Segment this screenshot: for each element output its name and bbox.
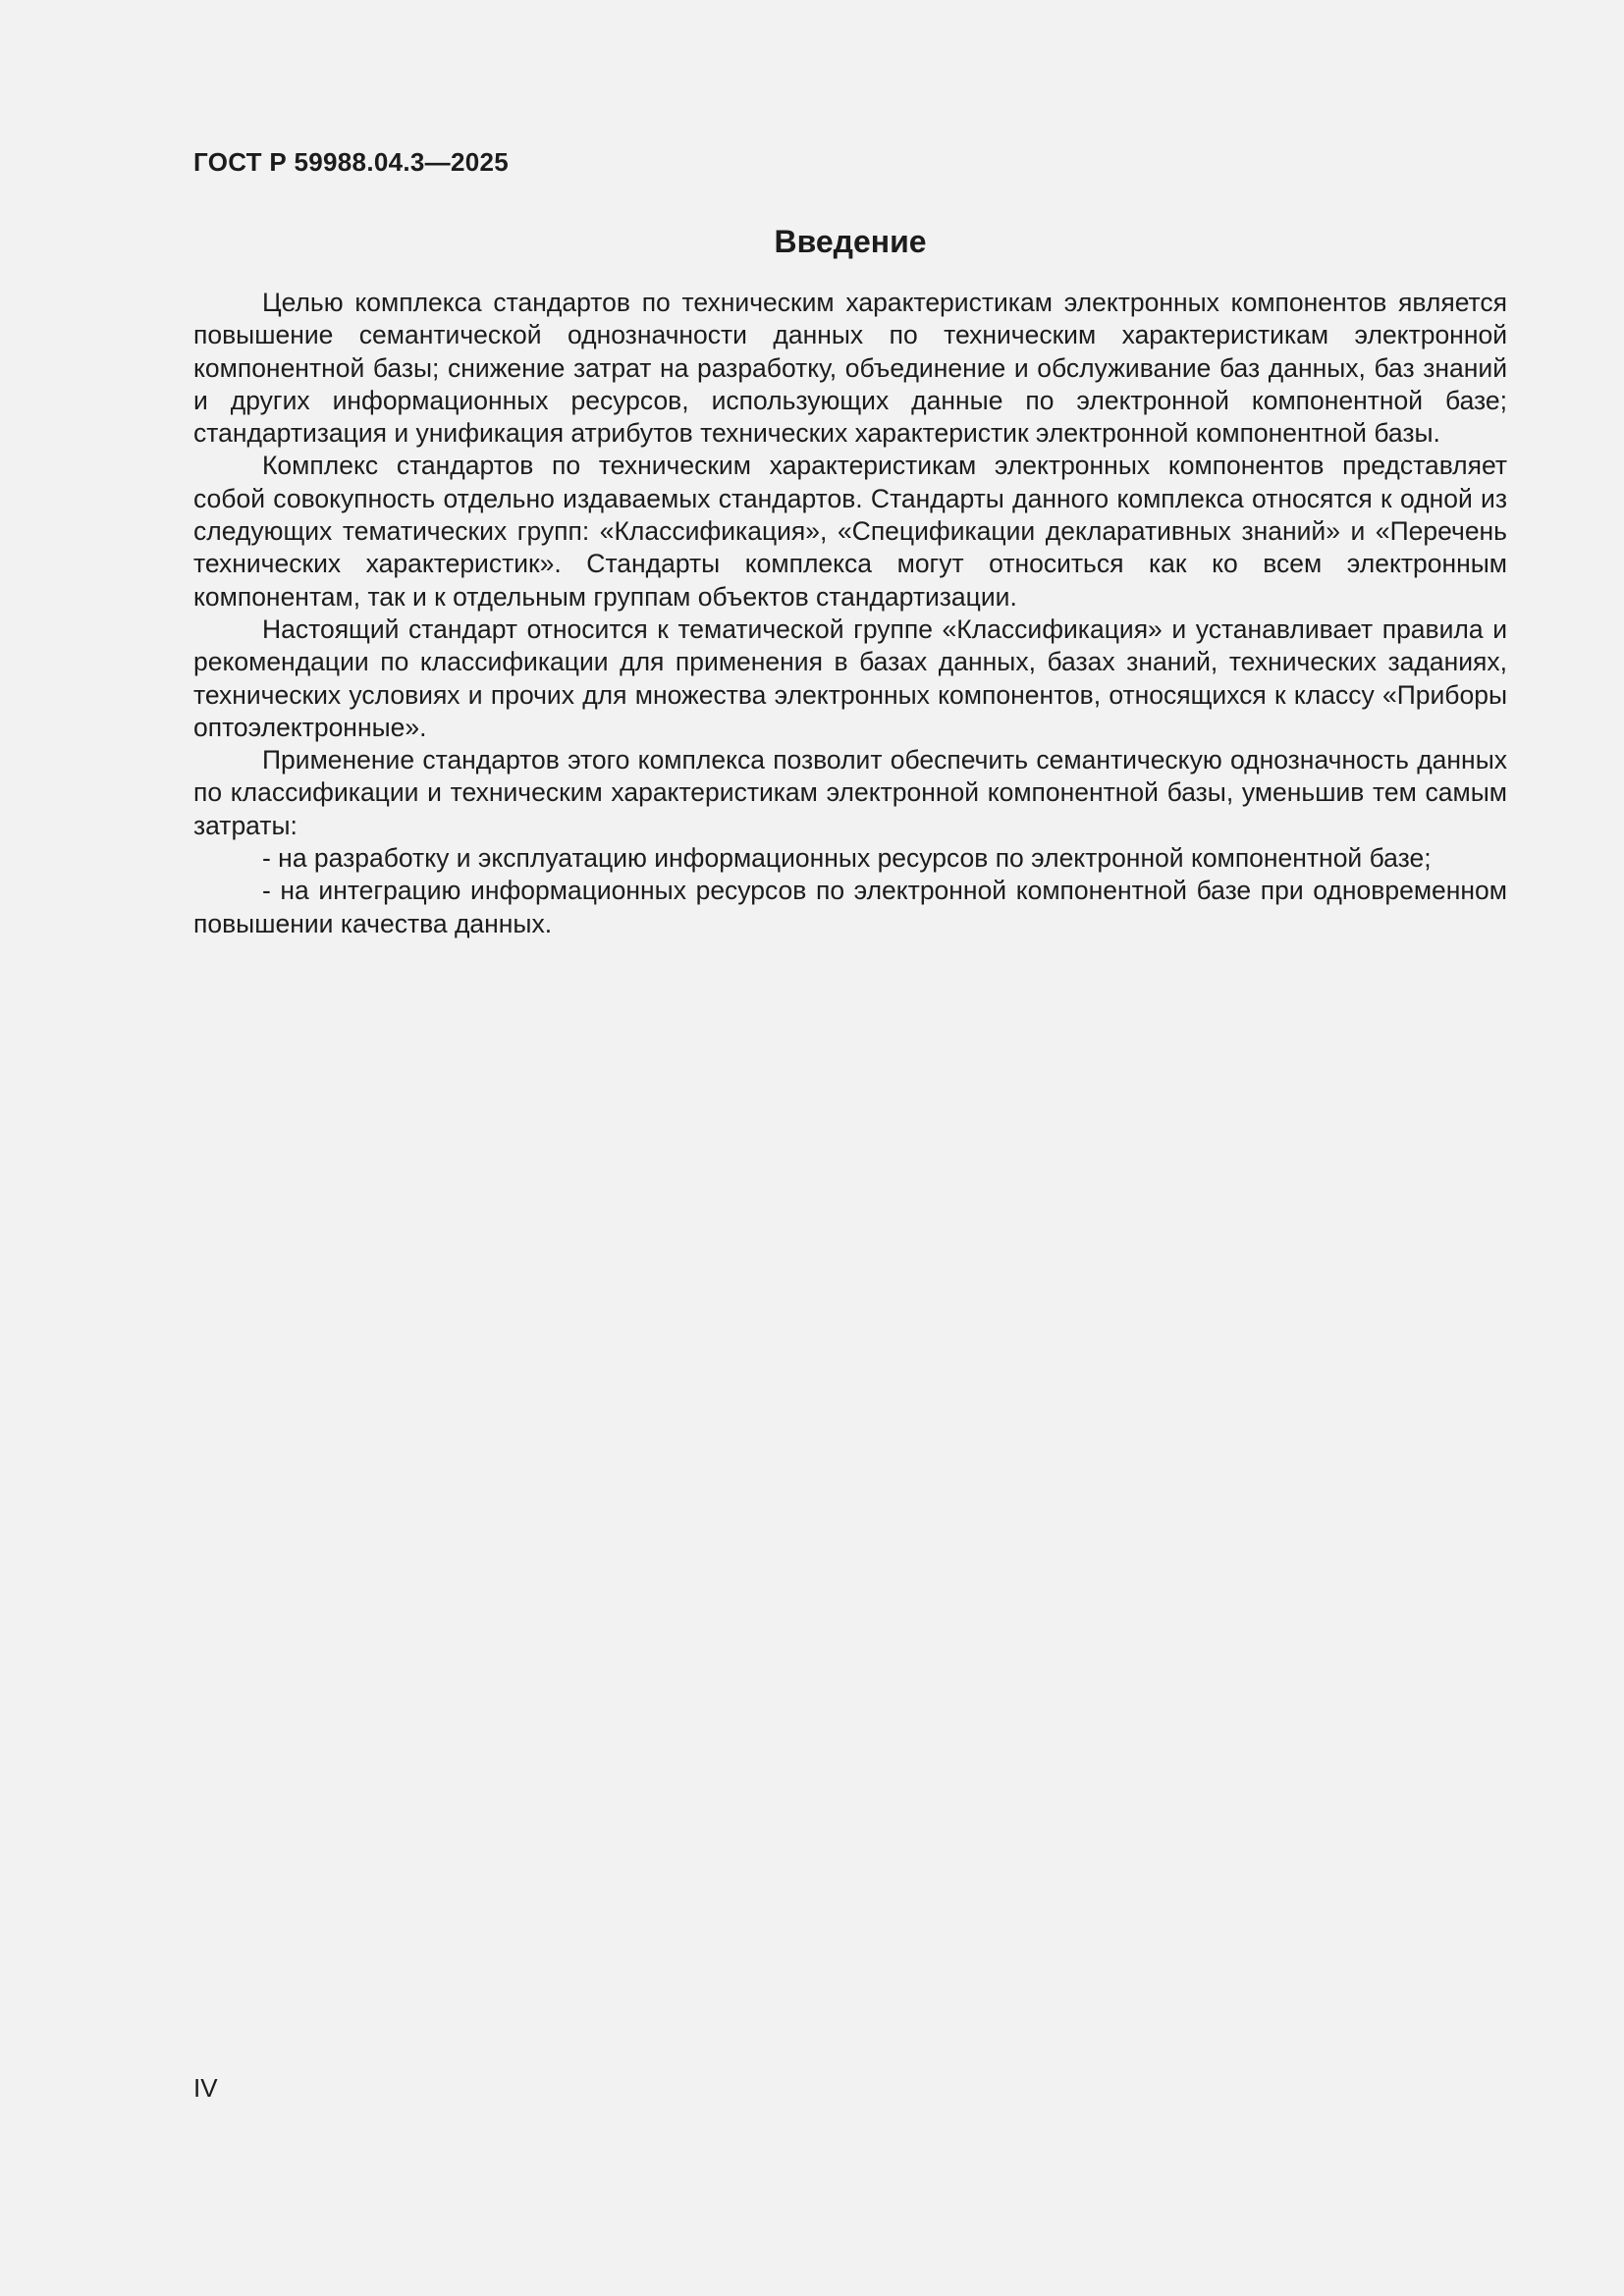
paragraph-purpose: Целью комплекса стандартов по техническим характеристикам электронных компонентов является повышение семантической однозначности данных по техническим характеристикам электронной компонентной базы; снижение затрат на разработку, объединение и обслуживание баз данных, баз знаний и других информационных ресурсов, использующих данные по электронной компонентной базе; стандартизация и унификация атрибутов технических характеристик электронной компонентной базы. [193,288,1507,449]
introduction-body [193,287,1507,940]
list-item-development: - на разработку и эксплуатацию информационных ресурсов по электронной компонентной базе; [262,843,1432,874]
list-item-integration: - на интеграцию информационных ресурсов по электронной компонентной базе при одновременном повышении качества данных. [193,876,1507,938]
paragraph-scope: Настоящий стандарт относится к тематической группе «Классификация» и устанавливает правила и рекомендации по классификации для применения в базах данных, базах знаний, технических заданиях, технических условиях и прочих для множества электронных компонентов, относящихся к классу «Приборы оптоэлектронные». [193,614,1507,742]
standard-code-header: ГОСТ Р 59988.04.3—2025 [193,147,509,177]
page-number: IV [193,2073,218,2103]
paragraph-complex-description: Комплекс стандартов по техническим характеристикам электронных компонентов представляет собой совокупность отдельно издаваемых стандартов. Стандарты данного комплекса относятся к одной из следующих тематических групп: «Классификация», «Спецификации декларативных знаний» и «Перечень технических характеристик». Стандарты комплекса могут относиться как ко всем электронным компонентам, так и к отдельным группам объектов стандартизации. [193,451,1507,612]
paragraph-benefits: Применение стандартов этого комплекса позволит обеспечить семантическую однозначность данных по классификации и техническим характеристикам электронной компонентной базы, уменьшив тем самым затраты: [193,745,1507,840]
section-title: Введение [774,224,927,259]
